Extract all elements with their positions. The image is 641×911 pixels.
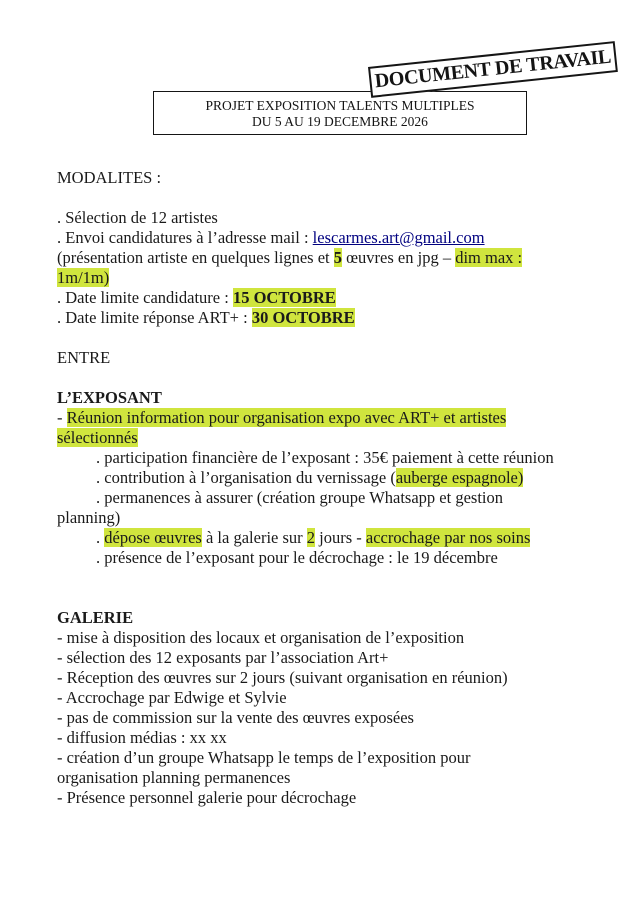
highlighted-text: sélectionnés bbox=[57, 428, 138, 447]
text-segment: - pas de commission sur la vente des œuvres exposées bbox=[57, 708, 414, 727]
blank-line bbox=[57, 328, 617, 348]
text-segment: - Réception des œuvres sur 2 jours (suivant organisation en réunion) bbox=[57, 668, 508, 687]
text-segment: - création d’un groupe Whatsapp le temps de l’exposition pour bbox=[57, 748, 471, 767]
text-line bbox=[57, 428, 617, 448]
highlighted-text: 1m/1m) bbox=[57, 268, 110, 287]
text-line bbox=[57, 548, 617, 568]
text-line bbox=[57, 728, 617, 748]
text-line bbox=[57, 468, 617, 488]
highlighted-text: accrochage par nos soins bbox=[365, 528, 531, 547]
blank-line bbox=[57, 568, 617, 588]
text-segment: . Date limite réponse ART+ : bbox=[57, 308, 252, 327]
text-segment: - Accrochage par Edwige et Sylvie bbox=[57, 688, 287, 707]
text-segment: - mise à disposition des locaux et organisation de l’exposition bbox=[57, 628, 465, 647]
text-segment: jours - bbox=[315, 528, 366, 547]
text-line bbox=[57, 708, 617, 728]
text-line bbox=[57, 508, 617, 528]
document-title-line-2: DU 5 AU 19 DECEMBRE 2026 bbox=[252, 114, 428, 129]
text-segment: . bbox=[96, 528, 105, 547]
text-line bbox=[57, 448, 617, 468]
highlighted-text: 30 OCTOBRE bbox=[251, 308, 355, 327]
document-body bbox=[57, 168, 617, 808]
text-segment: . Date limite candidature : bbox=[57, 288, 233, 307]
title-box bbox=[153, 91, 527, 135]
highlighted-text: 15 OCTOBRE bbox=[232, 288, 336, 307]
text-line bbox=[57, 648, 617, 668]
text-line bbox=[57, 268, 617, 288]
highlighted-text: dépose œuvres bbox=[104, 528, 202, 547]
blank-line bbox=[57, 368, 617, 388]
text-segment: L’EXPOSANT bbox=[57, 388, 162, 407]
text-segment: - diffusion médias : xx xx bbox=[57, 728, 227, 747]
text-line bbox=[57, 628, 617, 648]
text-segment: - Présence personnel galerie pour décrochage bbox=[57, 788, 357, 807]
text-line bbox=[57, 348, 617, 368]
text-segment: . permanences à assurer (création groupe Whatsapp et gestion bbox=[96, 488, 503, 507]
highlighted-text: 2 bbox=[306, 528, 316, 547]
text-segment: ENTRE bbox=[57, 348, 111, 367]
text-line bbox=[57, 528, 617, 548]
email-link[interactable]: lescarmes.art@gmail.com bbox=[312, 228, 485, 247]
text-line bbox=[57, 248, 617, 268]
highlighted-text: dim max : bbox=[455, 248, 523, 267]
text-line bbox=[57, 488, 617, 508]
text-segment: - bbox=[57, 408, 67, 427]
text-segment: planning) bbox=[57, 508, 121, 527]
highlighted-text: auberge espagnole) bbox=[395, 468, 524, 487]
text-line bbox=[57, 668, 617, 688]
text-line bbox=[57, 688, 617, 708]
text-segment: organisation planning permanences bbox=[57, 768, 291, 787]
blank-line bbox=[57, 588, 617, 608]
text-segment: . contribution à l’organisation du vernissage ( bbox=[96, 468, 396, 487]
text-segment: œuvres en jpg – bbox=[342, 248, 456, 267]
text-line bbox=[57, 168, 617, 188]
text-segment: MODALITES : bbox=[57, 168, 162, 187]
text-line bbox=[57, 608, 617, 628]
text-segment: - sélection des 12 exposants par l’association Art+ bbox=[57, 648, 389, 667]
text-line bbox=[57, 308, 617, 328]
text-line bbox=[57, 408, 617, 428]
text-segment: . Envoi candidatures à l’adresse mail : bbox=[57, 228, 313, 247]
text-segment: à la galerie sur bbox=[201, 528, 307, 547]
draft-stamp bbox=[368, 41, 618, 98]
text-line bbox=[57, 748, 617, 768]
text-segment: . participation financière de l’exposant : 35€ paiement à cette réunion bbox=[96, 448, 554, 467]
text-line bbox=[57, 768, 617, 788]
text-segment: . Sélection de 12 artistes bbox=[57, 208, 218, 227]
text-line bbox=[57, 208, 617, 228]
text-segment: (présentation artiste en quelques lignes et bbox=[57, 248, 334, 267]
draft-stamp-label: DOCUMENT DE TRAVAIL bbox=[373, 45, 613, 93]
text-segment: . présence de l’exposant pour le décrochage : le 19 décembre bbox=[96, 548, 498, 567]
text-line bbox=[57, 388, 617, 408]
text-line bbox=[57, 788, 617, 808]
text-segment: GALERIE bbox=[57, 608, 134, 627]
text-line bbox=[57, 288, 617, 308]
text-line bbox=[57, 228, 617, 248]
document-title-line-1: PROJET EXPOSITION TALENTS MULTIPLES bbox=[205, 98, 475, 113]
highlighted-text: 5 bbox=[333, 248, 342, 267]
blank-line bbox=[57, 188, 617, 208]
highlighted-text: Réunion information pour organisation expo avec ART+ et artistes bbox=[66, 408, 507, 427]
